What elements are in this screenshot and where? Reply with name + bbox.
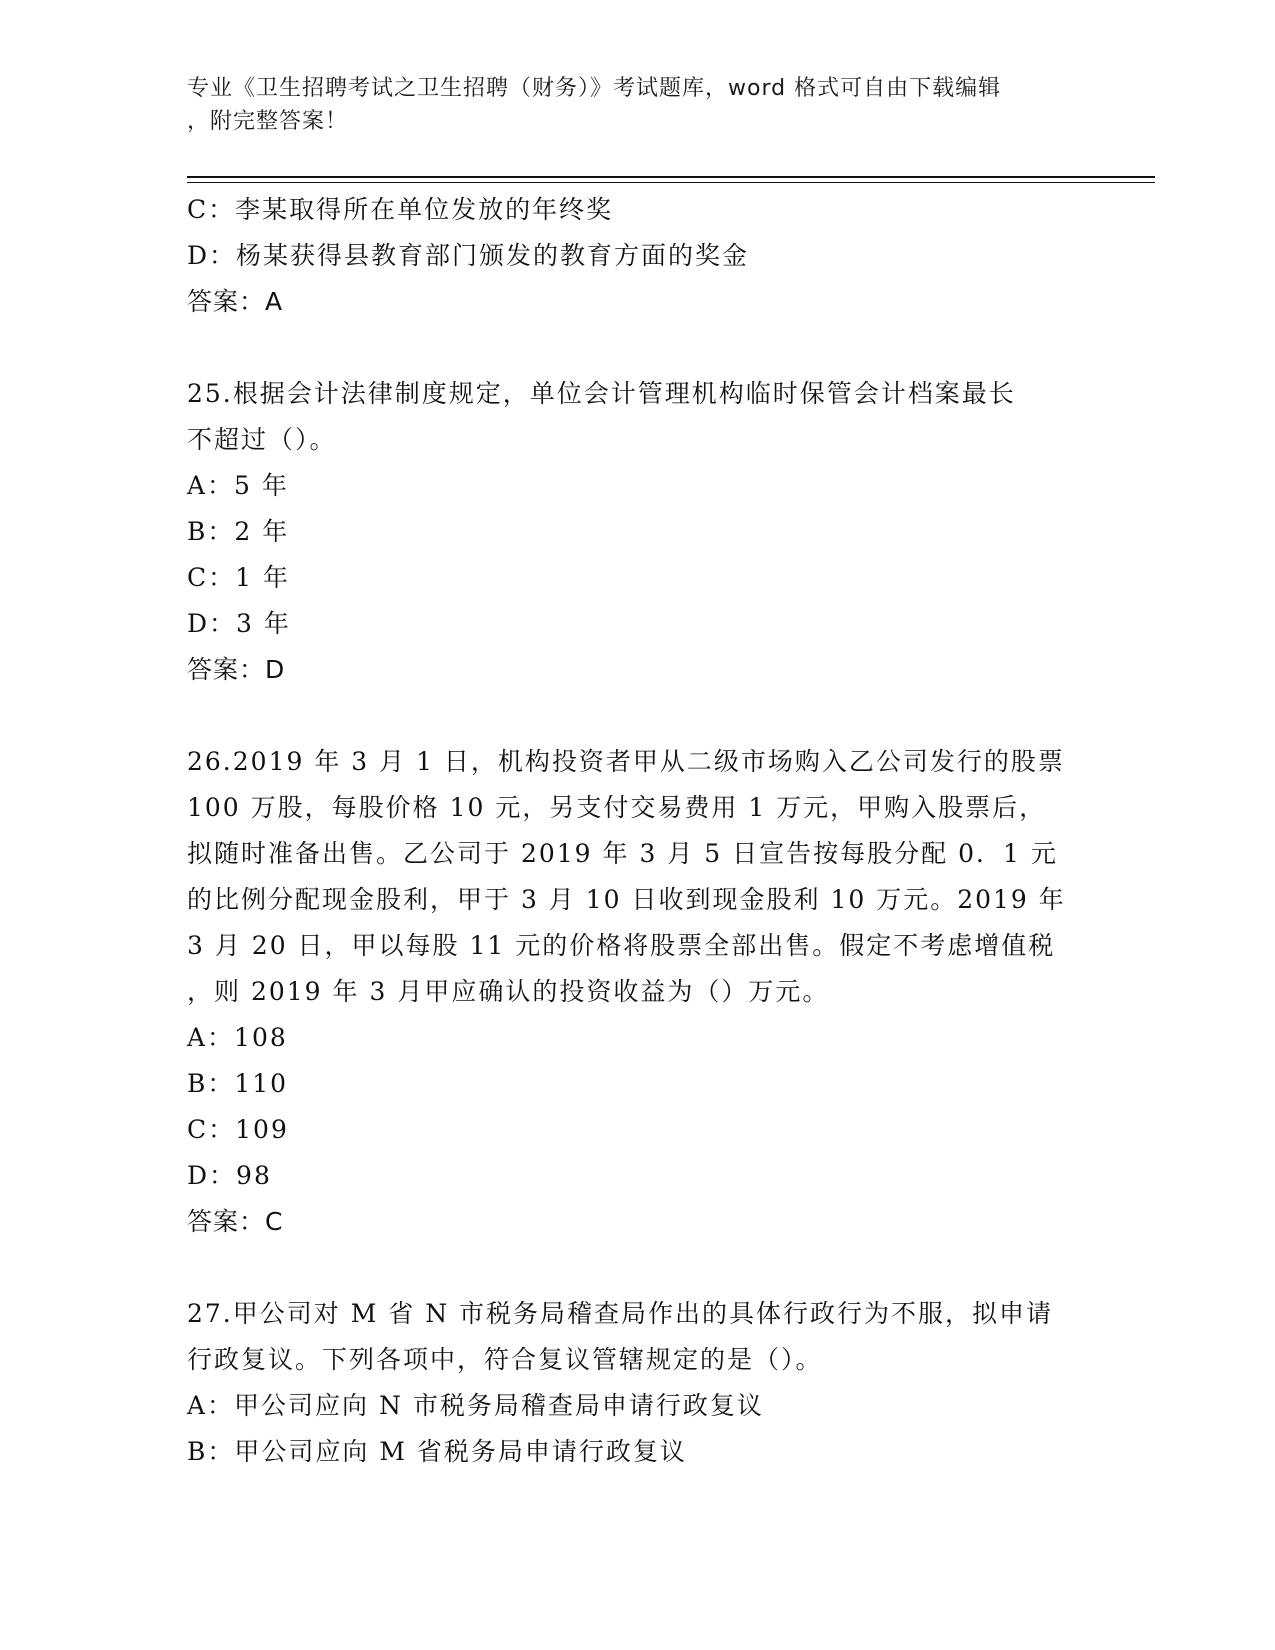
option-a: A：108	[187, 1023, 288, 1052]
answer: 答案：C	[187, 1207, 284, 1236]
answer: 答案：D	[187, 655, 286, 684]
question-stem: 的比例分配现金股利，甲于 3 月 10 日收到现金股利 10 万元。2019 年	[187, 885, 1066, 914]
question-25	[187, 371, 1087, 693]
header-title-line: ，附完整答案！	[187, 109, 349, 134]
option-b: B：甲公司应向 M 省税务局申请行政复议	[187, 1437, 687, 1466]
question-24	[187, 187, 1087, 325]
question-stem: 100 万股，每股价格 10 元，另支付交易费用 1 万元，甲购入股票后，	[187, 793, 1047, 822]
question-stem: ，则 2019 年 3 月甲应确认的投资收益为（）万元。	[187, 977, 830, 1006]
option-a: A：5 年	[187, 471, 289, 500]
question-27	[187, 1291, 1087, 1475]
question-stem: 行政复议。下列各项中，符合复议管辖规定的是（）。	[187, 1345, 823, 1374]
document-header	[187, 72, 1067, 138]
question-stem: 不超过（）。	[187, 425, 337, 454]
option-b: B：2 年	[187, 517, 290, 546]
answer: 答案：A	[187, 287, 284, 316]
header-title-line: 专业《卫生招聘考试之卫生招聘（财务）》考试题库，word 格式可自由下载编辑	[187, 76, 1002, 101]
question-stem: 25.根据会计法律制度规定，单位会计管理机构临时保管会计档案最长	[187, 379, 1016, 408]
header-rule	[187, 176, 1155, 178]
option-c: C：109	[187, 1115, 289, 1144]
option-d: D：98	[187, 1161, 272, 1190]
option-b: B：110	[187, 1069, 289, 1098]
header-rule-thin	[187, 182, 1155, 183]
question-stem: 拟随时准备出售。乙公司于 2019 年 3 月 5 日宣告按每股分配 0．1 元	[187, 839, 1058, 868]
option-d: D：3 年	[187, 609, 291, 638]
question-stem: 27.甲公司对 M 省 N 市税务局稽查局作出的具体行政行为不服，拟申请	[187, 1299, 1054, 1328]
question-stem: 3 月 20 日，甲以每股 11 元的价格将股票全部出售。假定不考虑增值税	[187, 931, 1056, 960]
option-c: C：李某取得所在单位发放的年终奖	[187, 195, 614, 224]
option-d: D：杨某获得县教育部门颁发的教育方面的奖金	[187, 241, 750, 270]
option-c: C：1 年	[187, 563, 290, 592]
question-stem: 26.2019 年 3 月 1 日，机构投资者甲从二级市场购入乙公司发行的股票	[187, 747, 1065, 776]
option-a: A：甲公司应向 N 市税务局稽查局申请行政复议	[187, 1391, 764, 1420]
document-body	[187, 187, 1087, 1475]
question-26	[187, 739, 1087, 1245]
